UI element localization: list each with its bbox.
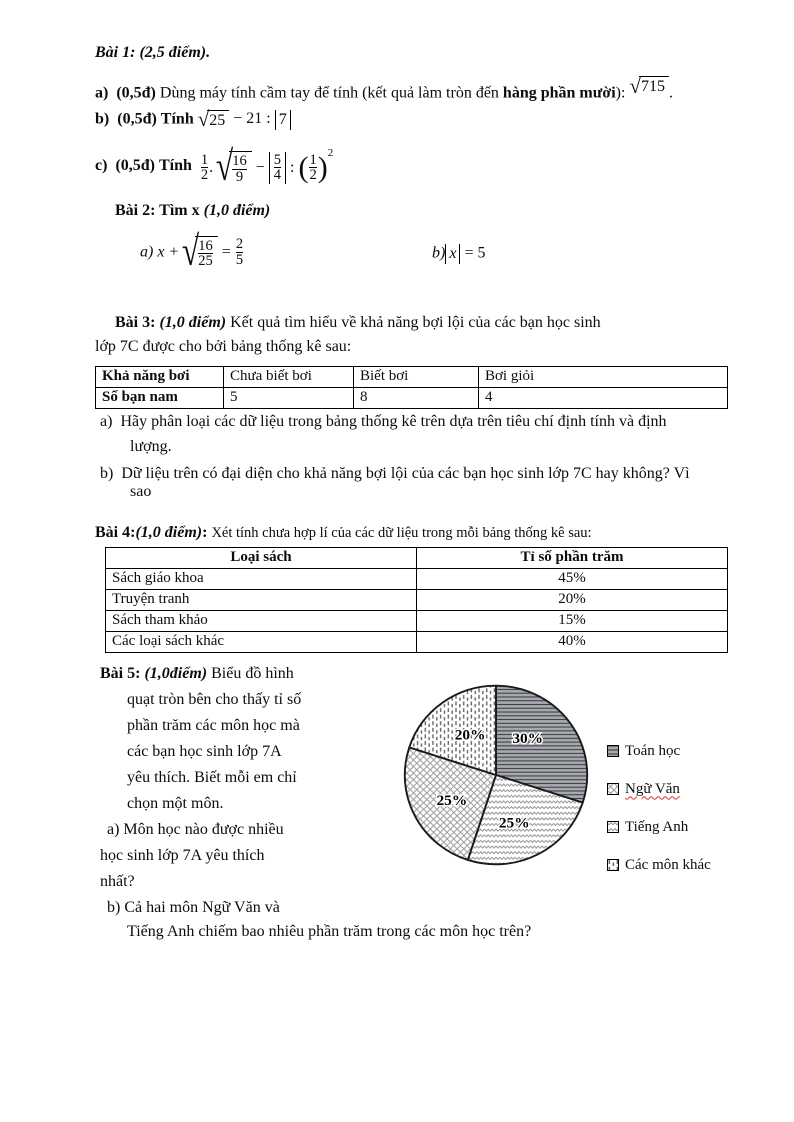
bai3-heading-line2: lớp 7C được cho bởi bảng thống kê sau: bbox=[95, 337, 352, 355]
bai5-section bbox=[95, 661, 729, 921]
bai1-c-tinh: Tính bbox=[159, 156, 192, 174]
bai1-a-points: (0,5đ) bbox=[116, 84, 156, 102]
pie-legend bbox=[607, 743, 711, 895]
bai1-item-b bbox=[95, 107, 729, 132]
legend-item-ngu-van bbox=[607, 781, 711, 798]
pie-label-25-tieng: 25% bbox=[498, 814, 530, 832]
bai1-a-bold: hàng phần mười bbox=[502, 84, 616, 102]
bai3-corner-cell: Khả năng bơi bbox=[96, 366, 224, 387]
bai5-question-b-cont: Tiếng Anh chiếm bao nhiêu phần trăm trong các môn học trên? bbox=[127, 922, 532, 940]
sqrt-16-9 bbox=[213, 144, 252, 191]
pie-chart-svg bbox=[400, 681, 592, 869]
bai2-formulas bbox=[95, 228, 729, 290]
bai4-header-loai-sach: Loại sách bbox=[106, 547, 417, 568]
bai4-cell-pct: 40% bbox=[417, 631, 728, 652]
bai5-line: yêu thích. Biết mỗi em chỉ bbox=[127, 768, 297, 786]
bai5-line: nhất? bbox=[100, 872, 135, 890]
radical-sign: √ bbox=[629, 73, 641, 98]
bai1-b-label: b) bbox=[95, 110, 110, 128]
dot-operator: . bbox=[209, 158, 214, 176]
bai4-heading: Bài 4:(1,0 điểm): Xét tính chưa hợp lí của các dữ liệu trong mỗi bảng thống kê sau: bbox=[95, 523, 592, 541]
abs-7: 7 bbox=[275, 110, 291, 130]
exponent-2: 2 bbox=[327, 146, 334, 159]
fraction-2-5: $\frac{2}{5}$ bbox=[235, 236, 244, 268]
abs-5-4 bbox=[269, 152, 286, 185]
bai4-cell-label: Các loại sách khác bbox=[106, 631, 417, 652]
radical-sign: √ bbox=[216, 144, 234, 191]
bai4-cell-label: Truyện tranh bbox=[106, 589, 417, 610]
bai4-cell-label: Sách tham khảo bbox=[106, 610, 417, 631]
bai1-a-label: a) bbox=[95, 84, 109, 102]
legend-item-tieng-anh bbox=[607, 819, 711, 836]
bai3-row-label: Số bạn nam bbox=[96, 387, 224, 408]
bai1-c-points: (0,5đ) bbox=[115, 156, 155, 174]
bai1-heading: Bài 1: (2,5 điểm). bbox=[95, 44, 211, 61]
table-row bbox=[106, 589, 728, 610]
bai5-line: chọn một môn. bbox=[127, 794, 224, 812]
fraction-1-2: $\frac{1}{2}$ bbox=[200, 151, 209, 184]
colon-operator: : bbox=[290, 158, 295, 176]
pie-chart bbox=[400, 681, 592, 874]
bai2-formula-b: b) x = 5 bbox=[432, 244, 486, 262]
bai5-line: học sinh lớp 7A yêu thích bbox=[100, 846, 265, 864]
bai3-table bbox=[95, 366, 728, 409]
bai1-c-label: c) bbox=[95, 156, 108, 174]
legend-label: Ngữ Văn bbox=[625, 780, 680, 797]
legend-label: Tiếng Anh bbox=[625, 818, 689, 835]
bai3-value-cell: 4 bbox=[479, 387, 728, 408]
legend-swatch-crosshatch-icon bbox=[607, 783, 619, 795]
legend-swatch-vertical-dashes-icon bbox=[607, 859, 619, 871]
bai5-text-column bbox=[95, 661, 400, 921]
bai1-item-c bbox=[95, 140, 729, 192]
table-row bbox=[106, 631, 728, 652]
table-row bbox=[106, 610, 728, 631]
radical-sign: √ bbox=[182, 228, 200, 275]
bai3-item-b-cont: sao bbox=[130, 482, 152, 500]
table-row bbox=[106, 568, 728, 589]
bai5-question-a: a) Môn học nào được nhiều bbox=[107, 820, 284, 838]
bai1-b-mid: − 21 : bbox=[233, 110, 275, 128]
fraction-16-25: $\frac{16}{25}$ bbox=[198, 237, 213, 270]
bai5-line: các bạn học sinh lớp 7A bbox=[127, 742, 282, 760]
sqrt-16-25 bbox=[179, 228, 218, 275]
bai5-heading: Bài 5: (1,0điểm) Biểu đồ hình bbox=[100, 664, 294, 682]
bai3-value-cell: 5 bbox=[224, 387, 354, 408]
pie-label-20: 20% bbox=[454, 726, 486, 743]
table-row bbox=[96, 387, 728, 408]
bai1-a-text: Dùng máy tính cầm tay để tính (kết quả làm tròn đến bbox=[159, 84, 503, 102]
bai5-line: phần trăm các môn học mà bbox=[127, 716, 300, 734]
bai3-item-a-cont: lượng. bbox=[130, 437, 172, 455]
fraction-16-9: $\frac{16}{9}$ bbox=[232, 153, 247, 185]
bai2-formula-a: a) x +√ $\frac{16}{25}$ = $\frac{2}{5}$ bbox=[140, 228, 244, 275]
bai3-value-cell: 8 bbox=[354, 387, 479, 408]
bai3-item-b: b) Dữ liệu trên có đại diện cho khả năng bợi lội của các bạn học sinh lớp 7C hay không? Vì bbox=[100, 464, 690, 482]
table-row bbox=[96, 366, 728, 387]
bai4-cell-label: Sách giáo khoa bbox=[106, 568, 417, 589]
bai5-line: quạt tròn bên cho thấy tỉ số bbox=[127, 690, 302, 708]
bai3-item-a: a) Hãy phân loại các dữ liệu trong bảng thống kê trên dựa trên tiêu chí định tính và định bbox=[100, 412, 667, 430]
bai5-question-b: b) Cả hai môn Ngữ Văn và bbox=[107, 898, 280, 916]
legend-label: Toán học bbox=[625, 742, 681, 759]
pie-label-25-ngu: 25% bbox=[436, 791, 468, 809]
bai4-cell-pct: 15% bbox=[417, 610, 728, 631]
bai1-a-after: ): bbox=[615, 84, 630, 102]
legend-item-toan-hoc bbox=[607, 743, 711, 760]
abs-x: x bbox=[445, 244, 460, 264]
bai1-c-formula: $\frac{1}{2}$ .√ $\frac{16}{9}$ − $\frac{5}{4}$ : ( $\frac{1}{2}$ )$^2$ bbox=[200, 144, 334, 191]
legend-swatch-horizontal-stripes-icon bbox=[607, 745, 619, 757]
bai2-heading: Bài 2: Tìm x (1,0 điểm) bbox=[115, 201, 271, 219]
bai1-a-end: . bbox=[668, 84, 673, 102]
bai1-item-a bbox=[95, 73, 729, 103]
page-content bbox=[95, 44, 729, 941]
equals-sign: = bbox=[221, 243, 231, 261]
bai3-col-header: Bơi giỏi bbox=[479, 366, 728, 387]
bai4-table bbox=[105, 547, 728, 653]
bai4-cell-pct: 20% bbox=[417, 589, 728, 610]
table-row bbox=[106, 547, 728, 568]
radical-sign: √ bbox=[197, 107, 210, 132]
bai1-b-formula bbox=[197, 107, 291, 132]
bai4-cell-pct: 45% bbox=[417, 568, 728, 589]
minus-sign: − bbox=[255, 158, 265, 176]
pie-label-30: 30% bbox=[512, 729, 544, 747]
bai3-col-header: Biết bơi bbox=[354, 366, 479, 387]
fraction-5-4: $\frac{5}{4}$ bbox=[273, 151, 282, 184]
fraction-1-2b: $\frac{1}{2}$ bbox=[309, 151, 317, 184]
bai1-b-tinh: Tính bbox=[160, 110, 194, 128]
legend-label: Các môn khác bbox=[625, 856, 711, 873]
bai3-heading: Bài 3: (1,0 điểm) Kết quả tìm hiểu về khả năng bợi lội của các bạn học sinh bbox=[115, 313, 601, 331]
sqrt-25: √25 bbox=[198, 110, 230, 130]
legend-swatch-zigzag-icon bbox=[607, 821, 619, 833]
bai3-col-header: Chưa biết bơi bbox=[224, 366, 354, 387]
legend-item-cac-mon-khac bbox=[607, 857, 711, 874]
bai1-b-points: (0,5đ) bbox=[117, 110, 157, 128]
bai4-header-ti-so: Tỉ số phần trăm bbox=[417, 547, 728, 568]
bai1-a-sqrt-715: √715 bbox=[629, 76, 669, 96]
